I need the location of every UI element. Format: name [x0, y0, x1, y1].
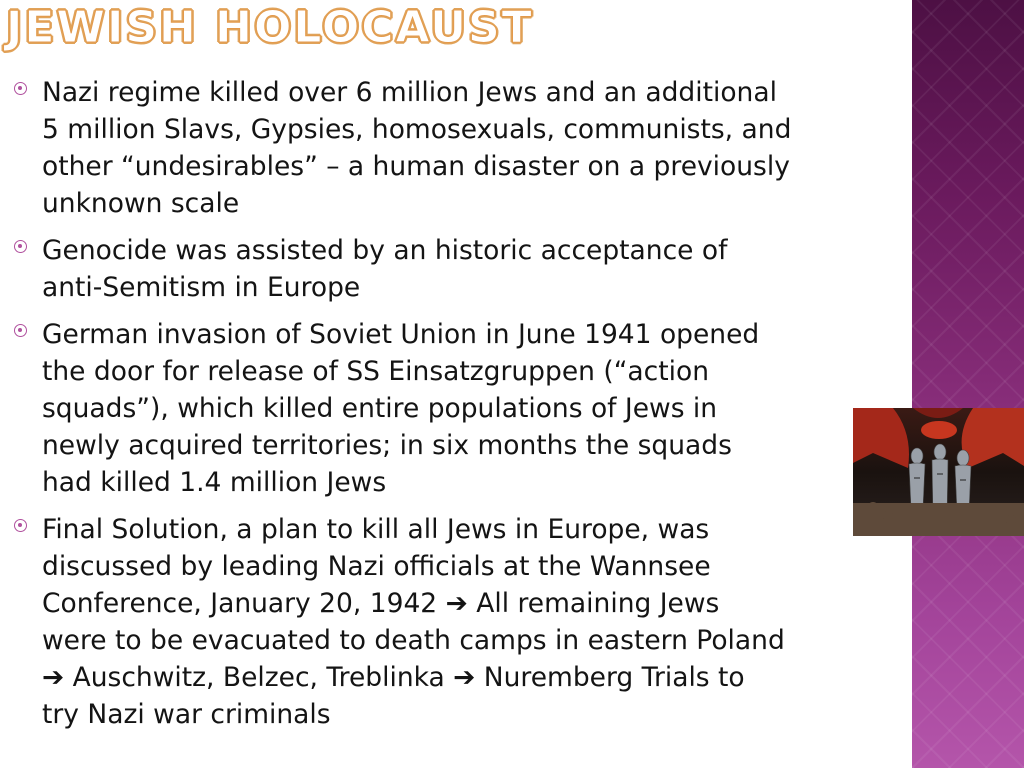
bullet-item [14, 316, 904, 501]
decorative-side-band [912, 0, 1024, 768]
bullet-item [14, 74, 904, 222]
circled-dot-icon [14, 240, 27, 253]
bullet-text: Genocide was assisted by an historic acceptance of anti-Semitism in Europe [42, 235, 728, 303]
bullet-text: Nazi regime killed over 6 million Jews and an additional 5 million Slavs, Gypsies, homosexuals, communists, and other “undesirables” – a human disaster on a previously unknown scale [42, 77, 792, 219]
bullet-text: German invasion of Soviet Union in June 1941 opened the door for release of SS Einsatzgruppen (“action squads”), which killed entire populations of Jews in newly acquired territories; in six months the squads had killed 1.4 million Jews [42, 319, 760, 498]
slide-title: JEWISH HOLOCAUST [6, 2, 534, 53]
circled-dot-icon [14, 519, 27, 532]
bullet-item [14, 511, 904, 733]
bullet-list [14, 74, 904, 743]
holocaust-painting-image [853, 408, 1024, 536]
bullet-text: Final Solution, a plan to kill all Jews in Europe, was discussed by leading Nazi officials at the Wannsee Conference, January 20, 1942 ➔ All remaining Jews were to be evacuated to death camps in eastern Poland ➔ Auschwitz, Belzec, Treblinka ➔ Nuremberg Trials to try Nazi war criminals [42, 514, 785, 730]
circled-dot-icon [14, 82, 27, 95]
bullet-item [14, 232, 904, 306]
circled-dot-icon [14, 324, 27, 337]
